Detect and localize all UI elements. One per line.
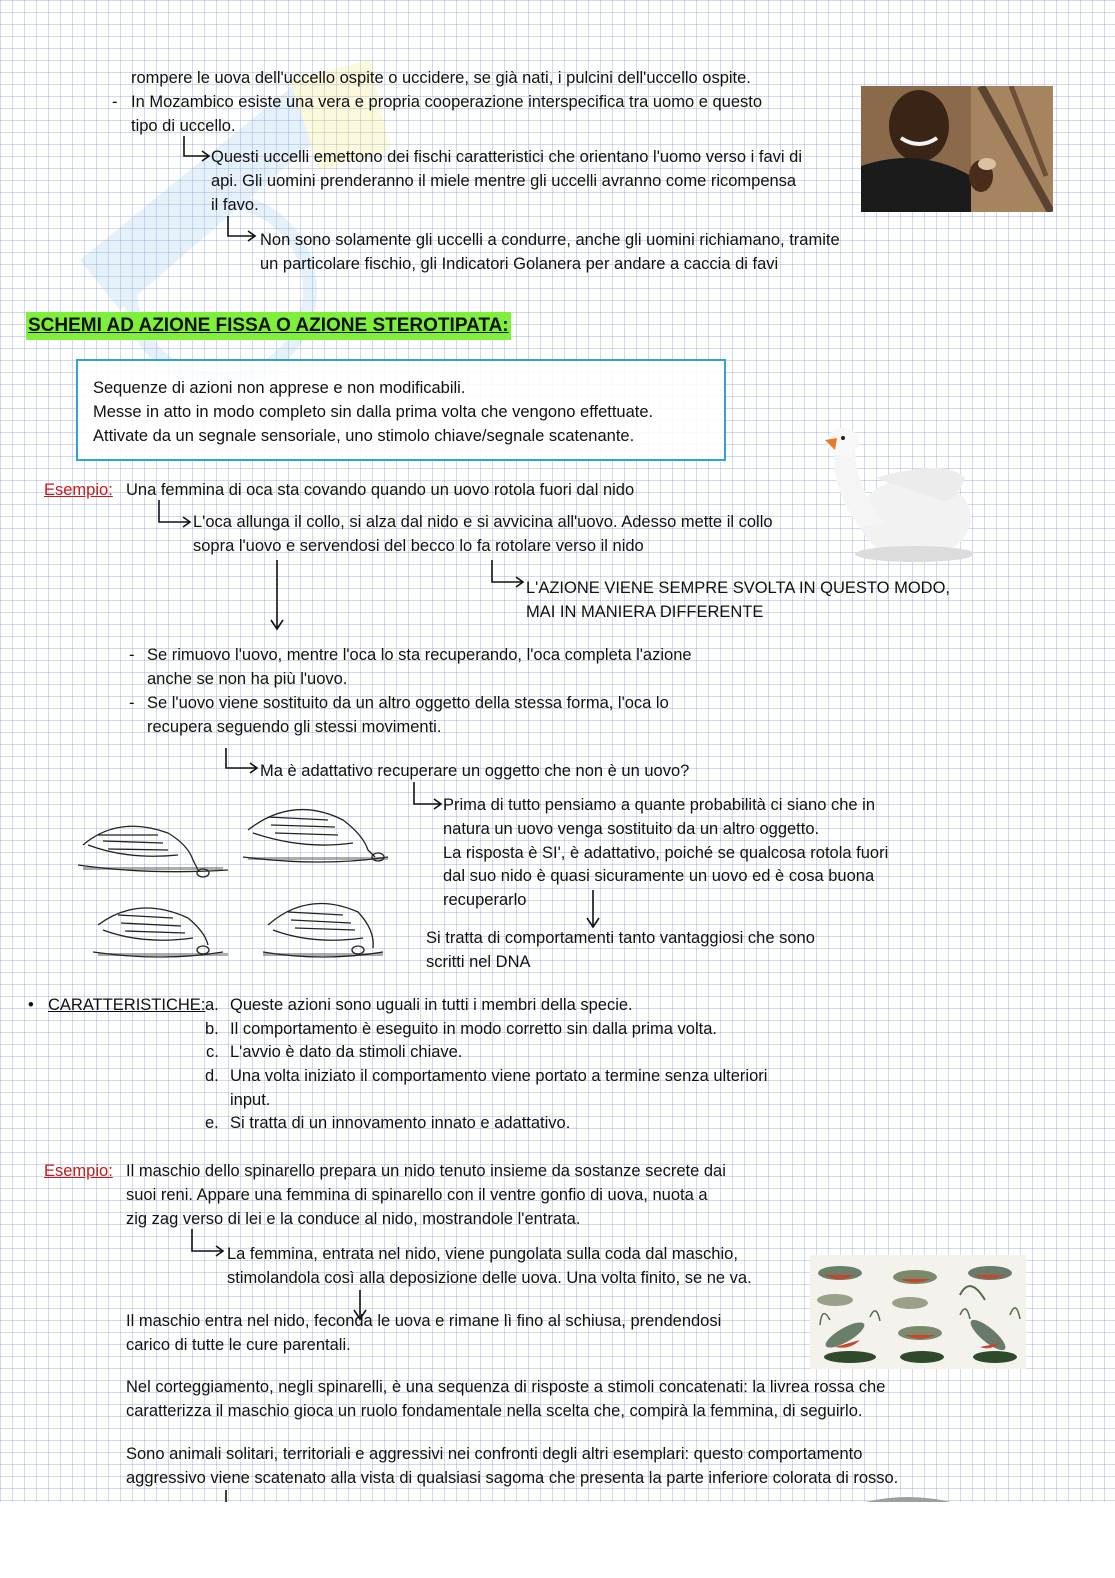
bullet: • [28, 996, 34, 1014]
arrow-right-icon [155, 498, 195, 532]
text-line: recupera seguendo gli stessi movimenti. [147, 718, 442, 736]
text-line: zig zag verso di lei e la conduce al nido, mostrandole l'entrata. [126, 1210, 581, 1228]
text-line: Questi uccelli emettono dei fischi caratteristici che orientano l'uomo verso i favi di [211, 148, 803, 166]
text-line: anche se non ha più l'uovo. [147, 670, 348, 688]
text-line: caratterizza il maschio gioca un ruolo fondamentale nella scelta che, compirà la femmina, di seguirlo. [126, 1402, 863, 1420]
text-line: natura un uovo venga sostituito da un altro oggetto. [443, 820, 820, 838]
text-line: recuperarlo [443, 891, 527, 909]
arrow-right-icon [188, 1227, 228, 1259]
text-line: In Mozambico esiste una vera e propria cooperazione interspecifica tra uomo e questo [131, 93, 763, 111]
text-line: dal suo nido è quasi sicuramente un uovo ed è cosa buona [443, 867, 875, 885]
list-key: e. [205, 1114, 219, 1132]
example-label: Esempio: [44, 1162, 113, 1180]
text-line: Se rimuovo l'uovo, mentre l'oca lo sta recuperando, l'oca completa l'azione [147, 646, 692, 664]
definition-line: Sequenze di azioni non apprese e non modificabili. [93, 379, 466, 397]
list-key: b. [205, 1020, 219, 1038]
text-line: un particolare fischio, gli Indicatori Golanera per andare a caccia di favi [260, 255, 779, 273]
text-line: Una femmina di oca sta covando quando un uovo rotola fuori dal nido [126, 481, 635, 499]
goose-image [815, 418, 973, 564]
definition-line: Attivate da un segnale sensoriale, uno stimolo chiave/segnale scatenante. [93, 427, 635, 445]
text-line: MAI IN MANIERA DIFFERENTE [526, 603, 764, 621]
arrow-right-icon [410, 780, 446, 812]
arrow-down-icon [584, 888, 602, 930]
list-key: a. [205, 996, 219, 1014]
features-label: CARATTERISTICHE: [48, 996, 206, 1014]
text-line: Se l'uovo viene sostituito da un altro oggetto della stessa forma, l'oca lo [147, 694, 669, 712]
definition-line: Messe in atto in modo completo sin dalla prima volta che vengono effettuate. [93, 403, 654, 421]
list-key: c. [206, 1043, 219, 1061]
arrow-right-icon [180, 134, 214, 164]
text-line: Prima di tutto pensiamo a quante probabilità ci siano che in [443, 796, 876, 814]
text-line: Il maschio entra nel nido, feconda le uova e rimane lì fino al schiusa, prendendosi [126, 1312, 722, 1330]
text-line: La femmina, entrata nel nido, viene pungolata sulla coda dal maschio, [227, 1245, 738, 1263]
arrow-right-icon [222, 746, 262, 776]
arrow-down-icon [268, 558, 286, 632]
arrow-right-icon [224, 214, 260, 244]
stickleback-courtship-illustrations [810, 1255, 1026, 1369]
list-item: Il comportamento è eseguito in modo corretto sin dalla prima volta. [230, 1020, 717, 1038]
arrow-right-icon [488, 558, 528, 592]
text-line: L'AZIONE VIENE SEMPRE SVOLTA IN QUESTO MODO, [526, 579, 950, 597]
text-line: suoi reni. Appare una femmina di spinarello con il ventre gonfio di uova, nuota a [126, 1186, 708, 1204]
text-line: Sono animali solitari, territoriali e aggressivi nei confronti degli altri esemplari: questo comportamento [126, 1445, 863, 1463]
list-item: input. [230, 1091, 271, 1109]
bullet-dash: - [129, 646, 135, 664]
text-line: tipo di uccello. [131, 117, 236, 135]
text-line: stimolandola così alla deposizione delle uova. Una volta finito, se ne va. [227, 1269, 752, 1287]
text-line: scritti nel DNA [426, 953, 531, 971]
list-item: L'avvio è dato da stimoli chiave. [230, 1043, 463, 1061]
bullet-dash: - [129, 694, 135, 712]
text-line: il favo. [211, 196, 259, 214]
page-bottom-margin [0, 1502, 1115, 1578]
text-line: La risposta è SI', è adattativo, poiché se qualcosa rotola fuori [443, 844, 889, 862]
goose-egg-rolling-sketches [78, 795, 390, 967]
list-item: Queste azioni sono uguali in tutti i membri della specie. [230, 996, 633, 1014]
text-line: api. Gli uomini prenderanno il miele mentre gli uccelli avranno come ricompensa [211, 172, 797, 190]
text-line: Nel corteggiamento, negli spinarelli, è una sequenza di risposte a stimoli concatenati: la livrea rossa che [126, 1378, 886, 1396]
section-title: SCHEMI AD AZIONE FISSA O AZIONE STEROTIPATA: [26, 312, 511, 340]
example-label: Esempio: [44, 481, 113, 499]
man-with-bird-photo [861, 86, 1053, 212]
text-line: Il maschio dello spinarello prepara un nido tenuto insieme da sostanze secrete dai [126, 1162, 726, 1180]
bullet-dash: - [112, 93, 118, 111]
text-line: aggressivo viene scatenato alla vista di qualsiasi sagoma che presenta la parte inferiore colorata di rosso. [126, 1469, 899, 1487]
list-item: Una volta iniziato il comportamento viene portato a termine senza ulteriori [230, 1067, 768, 1085]
list-item: Si tratta di un innovamento innato e adattativo. [230, 1114, 571, 1132]
text-line: Ma è adattativo recuperare un oggetto che non è un uovo? [260, 762, 690, 780]
text-line: Non sono solamente gli uccelli a condurre, anche gli uomini richiamano, tramite [260, 231, 840, 249]
text-line: sopra l'uovo e servendosi del becco lo fa rotolare verso il nido [193, 537, 644, 555]
text-line: rompere le uova dell'uccello ospite o uccidere, se già nati, i pulcini dell'uccello ospite. [131, 69, 751, 87]
list-key: d. [205, 1067, 219, 1085]
text-line: L'oca allunga il collo, si alza dal nido e si avvicina all'uovo. Adesso mette il collo [193, 513, 773, 531]
text-line: carico di tutte le cure parentali. [126, 1336, 351, 1354]
text-line: Si tratta di comportamenti tanto vantaggiosi che sono [426, 929, 815, 947]
